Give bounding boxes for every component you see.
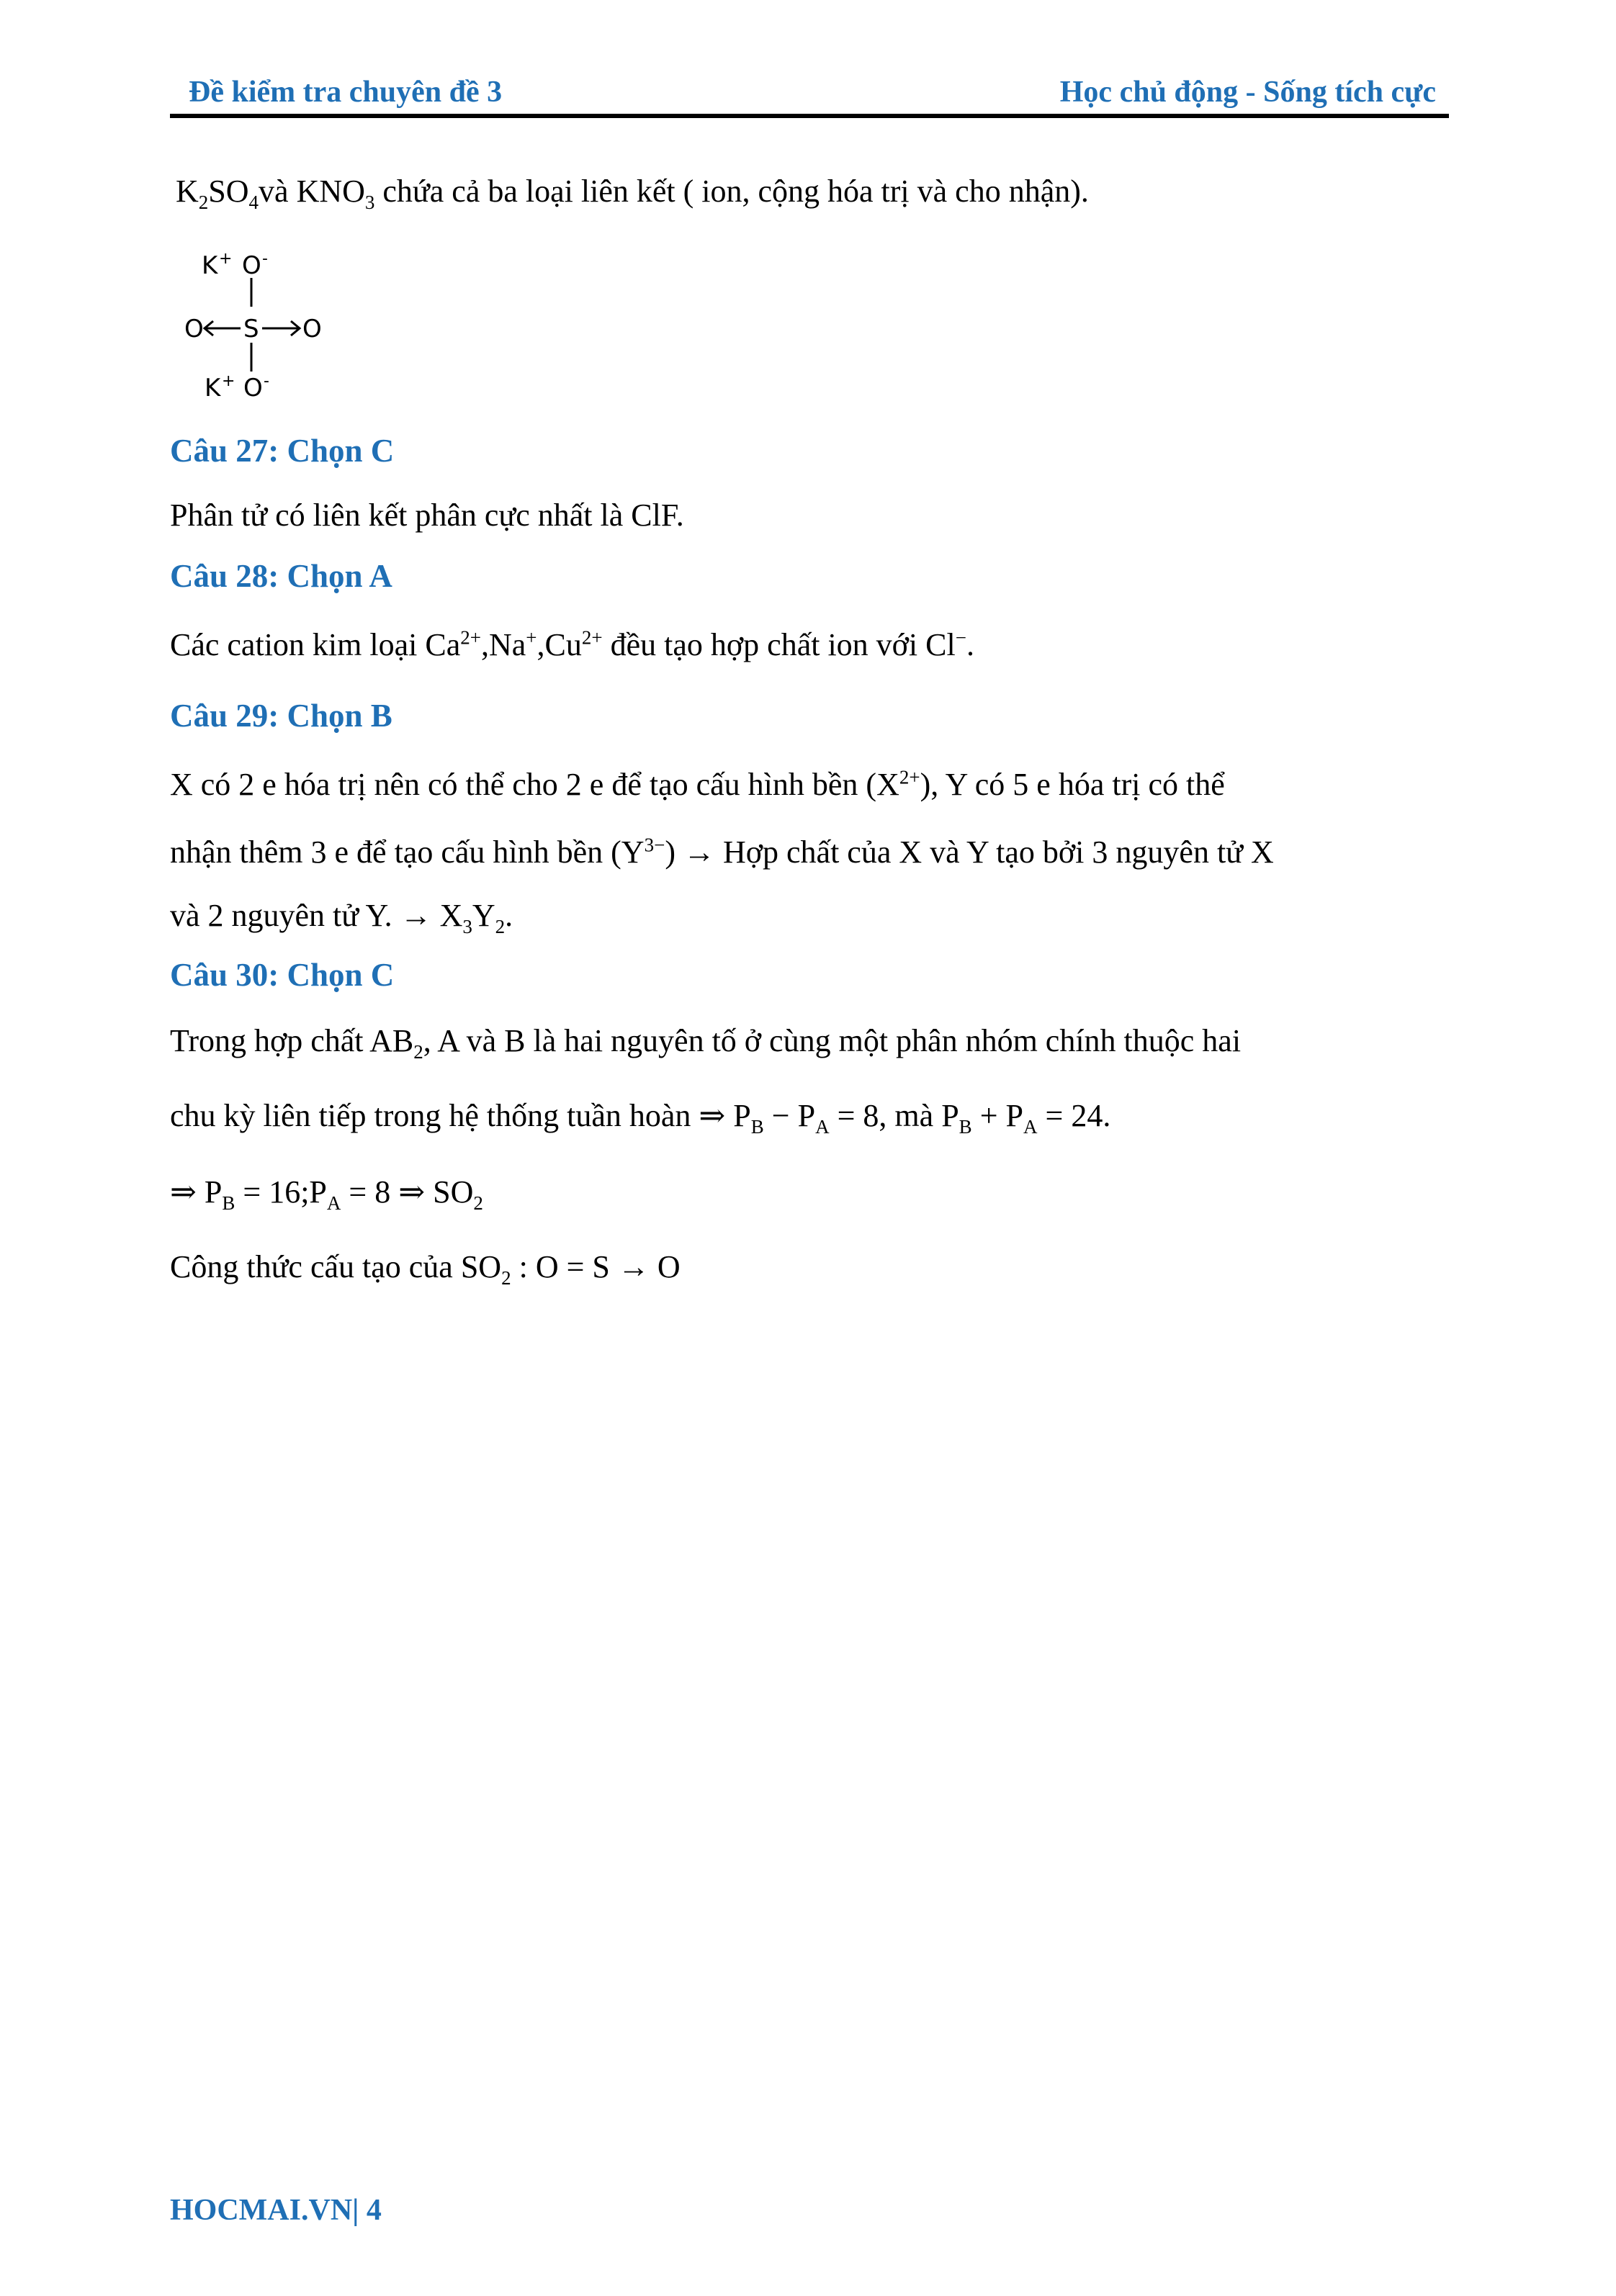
q28-text [170,626,974,663]
o-bottom-charge: - [264,372,269,390]
ab-subscript: 2 [413,1040,423,1063]
eq-8: = 8 [829,1098,879,1133]
y-ion: Y [621,834,645,870]
x-subscript: 3 [462,915,472,937]
implies: ⇒ [170,1174,205,1210]
o-top-charge: - [262,250,268,268]
q30-line-3 [170,1174,483,1214]
pb-subscript-3: B [222,1192,235,1214]
k-subscript: 2 [198,191,209,213]
q29-l2-post: ) → Hợp chất của X và Y tạo bởi 3 nguyên tử X [665,834,1274,870]
na-charge: + [526,626,537,649]
so-subscript: 4 [248,191,259,213]
q30-l1: Trong hợp chất [170,1023,370,1058]
q29-line-1 [170,766,1225,803]
k-bottom-label: K [205,374,221,402]
so2-formula-2: SO [460,1249,502,1284]
kno-subscript: 3 [364,191,375,213]
q30-l1-rest: , A và B là hai nguyên tố ở cùng một phân nhóm chính thuộc hai [423,1023,1242,1058]
pa-symbol: P [797,1098,816,1133]
k-top-charge: + [219,250,233,268]
q29-l2-pre: nhận thêm 3 e để tạo cấu hình bền ( [170,834,621,870]
so2-formula: SO [433,1174,474,1210]
q30-line-4 [170,1248,681,1289]
q30-line-1 [170,1022,1242,1063]
cl-ion: Cl [925,627,956,662]
q29-line-2 [170,834,1274,870]
q30-l2: chu kỳ liên tiếp trong hệ thống tuần hoàn ⇒ [170,1098,734,1133]
q30-heading: Câu 30: Chọn C [170,957,395,993]
x-charge: 2+ [899,766,920,788]
intro-rest: chứa cả ba loại liên kết ( ion, cộng hóa trị và cho nhận). [374,174,1089,209]
x-ion: X [876,767,899,802]
q27-text: Phân tử có liên kết phân cực nhất là ClF. [170,498,684,533]
pb-symbol-2: P [941,1098,959,1133]
so2-subscript: 2 [473,1192,483,1214]
o-right-label: O [302,315,322,343]
so-symbol: SO [208,174,249,209]
cu-ion: ,Cu [537,627,582,662]
y-subscript: 2 [495,915,506,937]
k-symbol: K [176,174,199,209]
na-ion: ,Na [480,627,526,662]
footer-page-label: HOCMAI.VN| 4 [170,2194,382,2227]
ma-word: , mà [879,1098,942,1133]
so2-subscript-2: 2 [501,1266,511,1289]
minus-op: − [763,1098,798,1133]
cu-charge: 2+ [581,626,603,649]
q29-l3-pre: và 2 nguyên tử Y. → X [170,898,463,933]
pa-symbol-2: P [1005,1098,1023,1133]
y-symbol: Y [472,898,495,933]
pa-subscript: A [815,1115,830,1138]
eq-8b: = 8 ⇒ [341,1174,434,1210]
kno-symbol: KNO [296,174,365,209]
header-title-left: Đề kiểm tra chuyên đề 3 [189,76,503,109]
ca-charge: 2+ [460,626,481,649]
pa-subscript-2: A [1023,1115,1038,1138]
pb-symbol: P [733,1098,751,1133]
ca-ion: Ca [425,627,461,662]
q28-mid: đều tạo hợp chất ion với [602,627,926,662]
q29-l1-pre: X có 2 e hóa trị nên có thể cho 2 e để tạo cấu hình bền ( [170,767,877,802]
q29-l1-post: ), Y có 5 e hóa trị có thể [920,767,1225,802]
q29-heading: Câu 29: Chọn B [170,698,392,734]
pb-symbol-3: P [204,1174,223,1210]
q30-l4: Công thức cấu tạo của [170,1249,461,1284]
k2so4-structure-diagram [180,248,353,413]
structural-formula: O = S → O [535,1249,681,1284]
and-word: và [259,174,297,209]
k-bottom-charge: + [222,372,235,390]
header-title-right: Học chủ động - Sống tích cực [1059,76,1436,109]
plus-op: + [971,1098,1006,1133]
header-divider [170,114,1449,118]
pa-subscript-3: A [326,1192,341,1214]
cl-charge: − [955,626,966,649]
s-label: S [243,315,259,343]
pa-symbol-3: P [309,1174,327,1210]
q28-pre: Các cation kim loại [170,627,426,662]
ab-formula: AB [369,1023,414,1058]
q29-l3-end: . [505,898,513,933]
q28-end: . [966,627,974,662]
k-top-label: K [202,251,218,280]
o-left-label: O [184,315,204,343]
eq-24: = 24. [1037,1098,1111,1133]
y-charge: 3− [644,834,665,856]
colon: : [511,1249,536,1284]
pb-subscript-2: B [959,1115,972,1138]
q30-line-2 [170,1097,1111,1138]
intro-line [176,173,1089,213]
q28-heading: Câu 28: Chọn A [170,558,392,594]
pb-subscript: B [750,1115,764,1138]
q27-heading: Câu 27: Chọn C [170,433,395,469]
o-top-label: O [242,251,261,280]
eq-16: = 16; [235,1174,310,1210]
q29-line-3 [170,897,513,937]
o-bottom-label: O [243,374,263,402]
